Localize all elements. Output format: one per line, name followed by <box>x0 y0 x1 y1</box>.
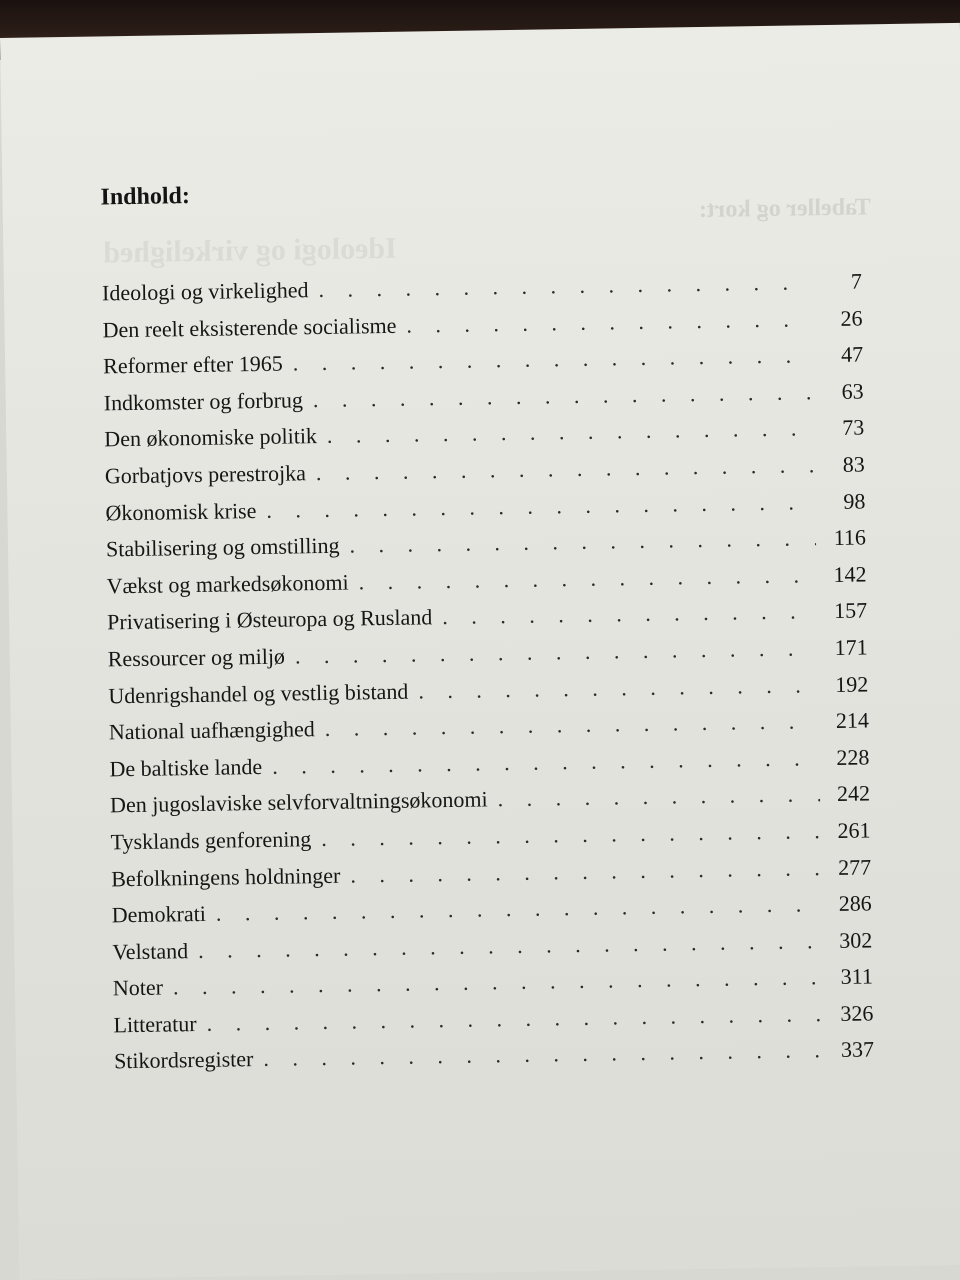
toc-entry-title: Udenrigshandel og vestlig bistand <box>108 678 409 708</box>
toc-entry-page: 171 <box>834 634 868 660</box>
toc-entry-title: Privatisering i Østeuropa og Rusland <box>106 604 433 635</box>
toc-entry-title: Velstand <box>112 937 189 965</box>
toc-entry-title: Stabilisering og omstilling <box>105 532 340 562</box>
toc-entry-title: Indkomster og forbrug <box>103 387 304 416</box>
toc-entry-title: Ideologi og virkelighed <box>101 277 309 306</box>
toc-entry-page: 277 <box>837 853 872 880</box>
dot-leader <box>497 782 820 813</box>
toc-entry-page: 142 <box>833 561 867 587</box>
toc-entry-title: De baltiske lande <box>109 753 263 782</box>
toc-entry-page: 63 <box>841 378 864 404</box>
show-through-text: Tabeller og kort: <box>698 194 871 224</box>
toc-entry-page: 116 <box>833 524 867 551</box>
toc-entry-page: 214 <box>835 707 870 734</box>
toc-entry-title: Økonomisk krise <box>105 497 257 525</box>
toc-entry-title: National uafhængighed <box>108 716 315 745</box>
toc-entry-page: 286 <box>838 890 872 917</box>
toc-entry-page: 83 <box>842 451 865 477</box>
toc-entry-title: Ressourcer og miljø <box>107 643 286 672</box>
table-of-contents <box>102 268 875 1085</box>
toc-entry-page: 157 <box>833 597 868 624</box>
toc-entry-title: Den jugoslaviske selvforvaltningsøkonomi <box>109 786 488 818</box>
toc-entry-page: 47 <box>840 341 864 368</box>
dot-leader <box>406 306 813 338</box>
toc-entry-page: 192 <box>835 670 869 697</box>
toc-entry-title: Tysklands genforening <box>110 826 312 855</box>
toc-entry-page: 98 <box>843 488 866 514</box>
toc-entry-title: Litteratur <box>113 1010 197 1038</box>
toc-entry-page: 73 <box>842 414 865 441</box>
dot-leader <box>442 599 817 631</box>
toc-entry-page: 261 <box>837 817 871 843</box>
toc-entry-title: Gorbatjovs perestrojka <box>104 460 307 489</box>
dot-leader <box>418 672 818 704</box>
toc-entry-title: Noter <box>112 974 164 1001</box>
toc-entry-title: Den reelt eksisterende socialisme <box>102 312 397 343</box>
toc-entry-title: Reformer efter 1965 <box>102 350 283 379</box>
toc-entry-title: Stikordsregister <box>113 1046 254 1074</box>
toc-entry-title: Befolkningens holdninger <box>111 862 341 891</box>
toc-entry-page: 337 <box>840 1036 875 1063</box>
toc-entry-title: Demokrati <box>111 900 207 928</box>
toc-heading: Indhold: <box>100 183 191 211</box>
show-through-text: Ideologi og virkelighed <box>103 231 397 270</box>
toc-entry-title: Den økonomiske politik <box>104 423 318 452</box>
dot-leader <box>318 269 812 303</box>
book-page <box>0 23 960 1280</box>
toc-entry-title: Vækst og markedsøkonomi <box>106 569 349 599</box>
toc-entry-page: 326 <box>840 1000 874 1026</box>
toc-entry-page: 311 <box>840 963 874 990</box>
toc-entry-page: 242 <box>836 780 871 807</box>
toc-entry-page: 302 <box>839 927 873 953</box>
toc-entry-page: 7 <box>850 268 863 294</box>
toc-entry-page: 228 <box>836 744 870 770</box>
toc-entry-page: 26 <box>840 305 863 331</box>
